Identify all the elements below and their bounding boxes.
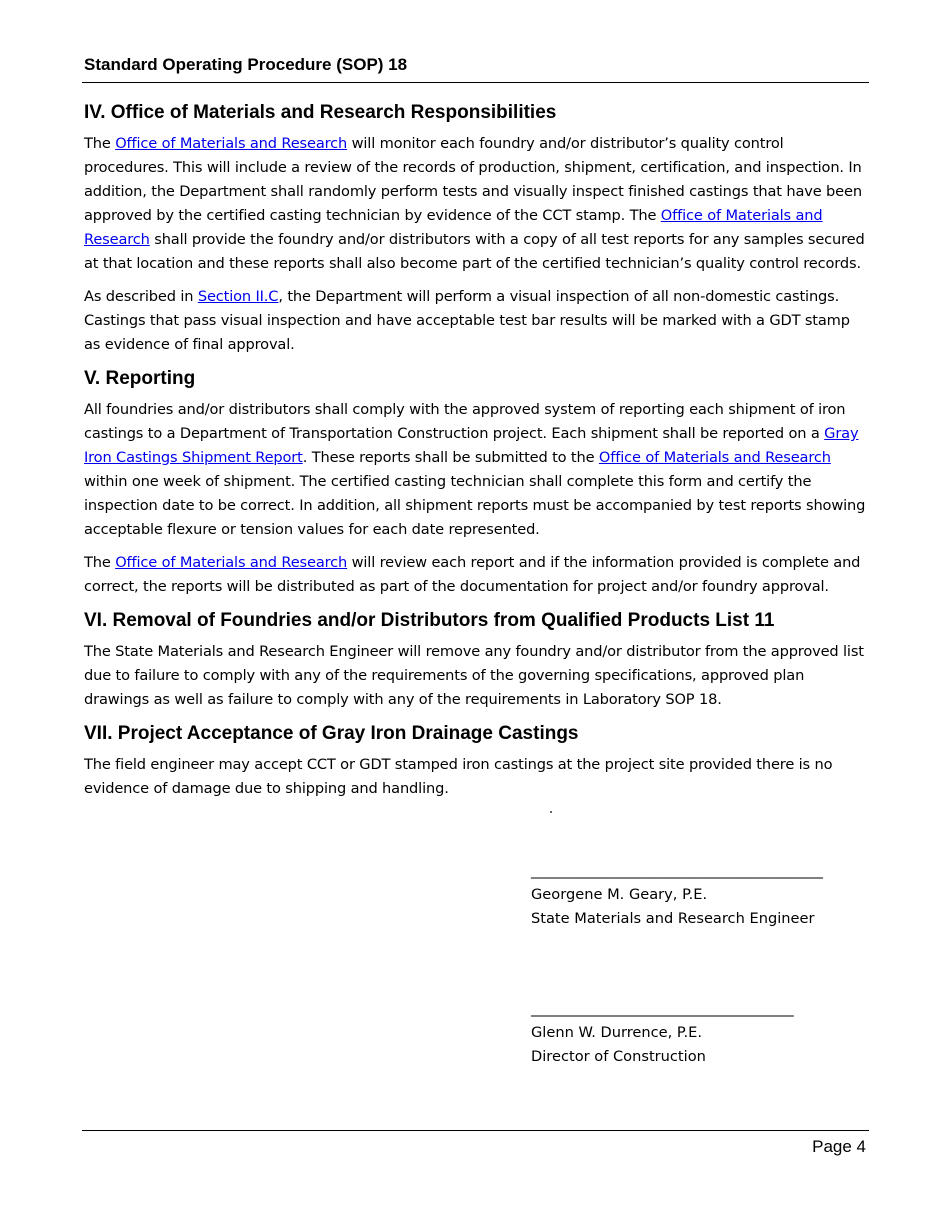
text: . These reports shall be submitted to the [302,449,599,466]
section-vii-heading: VII. Project Acceptance of Gray Iron Drainage Castings [84,723,579,744]
stray-mark [550,811,552,813]
text: All foundries and/or distributors shall comply with the approved system of reporting each shipment of iron castings to a Department of Transportation Construction project. Each shipment shall be reported on a [84,401,846,442]
signatory-name: Georgene M. Geary, P.E. [531,886,708,903]
office-materials-research-link[interactable]: Office of Materials and Research [115,135,348,152]
section-iv-heading: IV. Office of Materials and Research Responsibilities [84,102,557,123]
shipment-report-link[interactable]: Gray Iron Castings Shipment Report [84,425,859,466]
page-number: Page 4 [812,1137,866,1156]
office-materials-research-link[interactable]: Office of Materials and Research [115,554,348,571]
section-vi [84,608,870,712]
section-ii-c-link[interactable]: Section II.C [197,288,279,305]
section-v-paragraph-1 [84,398,870,542]
text: will review each report and if the information provided is complete and correct, the reports will be distributed as part of the documentation for project and/or foundry approval. [84,554,861,595]
section-vi-paragraph: The State Materials and Research Engineer will remove any foundry and/or distributor from the approved list due to failure to comply with any of the requirements of the governing specifications, approved plan drawings as well as failure to comply with any of the requirements in Laboratory SOP 18. [84,643,864,708]
section-vii-paragraph: The field engineer may accept CCT or GDT stamped iron castings at the project site provided there is no evidence of damage due to shipping and handling. [84,756,833,797]
text: will monitor each foundry and/or distributor’s quality control procedures. This will include a review of the records of production, shipment, certification, and inspection. In addition, the Department shall randomly perform tests and visually inspect finished castings that have been approved by the certified casting technician by evidence of the CCT stamp. The [84,135,862,224]
signature-line: ________________________________________ [531,862,823,879]
signature-line: ____________________________________ [531,1000,794,1017]
office-materials-research-link[interactable]: Office of Materials and Research [84,207,823,248]
signatory-title: State Materials and Research Engineer [531,910,815,927]
text: within one week of shipment. The certified casting technician shall complete this form and certify the inspection date to be correct. In addition, all shipment reports must be accompanied by test reports showing acceptable flexure or tension values for each date represented. [84,473,866,538]
text: , the Department will perform a visual inspection of all non-domestic castings. Castings that pass visual inspection and have acceptable test bar results will be marked with a GDT stamp as evidence of final approval. [84,288,850,353]
header-divider [82,82,869,83]
section-v-heading: V. Reporting [84,368,196,389]
section-vi-heading: VI. Removal of Foundries and/or Distributors from Qualified Products List 11 [84,610,775,631]
page-header-title: Standard Operating Procedure (SOP) 18 [84,55,408,74]
signature-block-1 [531,859,823,931]
text: The [84,135,116,152]
document-body [84,100,870,810]
section-iv [84,100,870,357]
office-materials-research-link[interactable]: Office of Materials and Research [598,449,831,466]
section-v-paragraph-2 [84,551,870,599]
signature-block-2 [531,997,794,1069]
section-iv-paragraph-1 [84,132,870,276]
section-iv-paragraph-2 [84,285,870,357]
signatory-title: Director of Construction [531,1048,706,1065]
text: shall provide the foundry and/or distributors with a copy of all test reports for any samples secured at that location and these reports shall also become part of the certified technician’s quality control records. [84,231,865,272]
footer-divider [82,1130,869,1131]
text: The [84,554,116,571]
section-vii [84,721,870,801]
section-v [84,366,870,599]
text: As described in [84,288,198,305]
signatory-name: Glenn W. Durrence, P.E. [531,1024,702,1041]
